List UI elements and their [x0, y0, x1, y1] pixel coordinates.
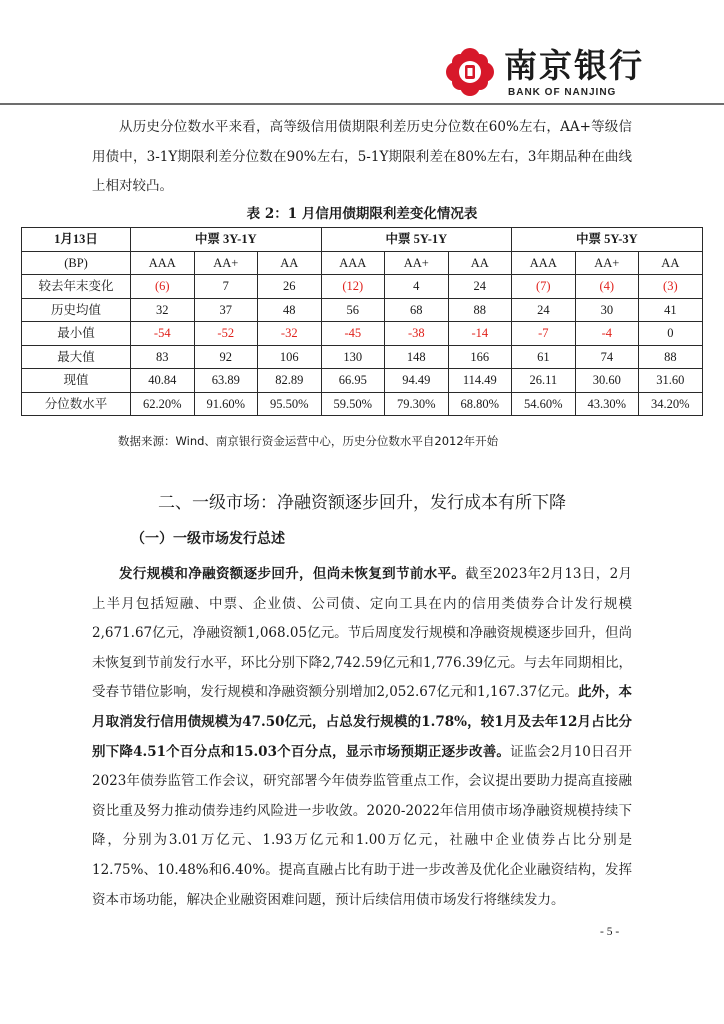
table-cell: -54: [131, 322, 195, 346]
row-label-cell: 较去年末变化: [22, 275, 131, 299]
table-cell: (12): [321, 275, 385, 299]
grade-header-cell: AA+: [385, 251, 449, 275]
table-cell: 30: [575, 298, 639, 322]
lead-bold-text: 发行规模和净融资额逐步回升，但尚未恢复到节前水平。: [119, 566, 466, 582]
table-cell: 41: [639, 298, 703, 322]
table-cell: -45: [321, 322, 385, 346]
logo-chinese-name: 南京银行: [504, 46, 644, 85]
table-cell: (3): [639, 275, 703, 299]
row-label-cell: 分位数水平: [22, 392, 131, 416]
table-cell: 56: [321, 298, 385, 322]
group-header-cell: 中票 3Y-1Y: [131, 228, 322, 252]
table-cell: 63.89: [194, 369, 258, 393]
table-row: [22, 275, 703, 299]
table-row: [22, 369, 703, 393]
table-cell: 148: [385, 345, 449, 369]
highlight-bold-text: 此外，本月取消发行信用债规模为47.50亿元，占总发行规模的1.78%，较1月及去年12月占比分别下降4.51个百分点和15.03个百分点，显示市场预期正逐步改善。: [92, 684, 633, 760]
table-cell: 166: [448, 345, 512, 369]
section-heading: 二、一级市场：净融资额逐步回升，发行成本有所下降: [158, 493, 566, 513]
table-cell: 92: [194, 345, 258, 369]
group-header-cell: 中票 5Y-1Y: [321, 228, 512, 252]
table-row: [22, 322, 703, 346]
table-cell: 95.50%: [258, 392, 322, 416]
table-cell: 66.95: [321, 369, 385, 393]
grade-header-cell: AAA: [321, 251, 385, 275]
table-cell: 24: [448, 275, 512, 299]
table-row: [22, 392, 703, 416]
row-label-cell: 历史均值: [22, 298, 131, 322]
table-cell: 68.80%: [448, 392, 512, 416]
table-cell: -7: [512, 322, 576, 346]
body-text: 证监会2月10日召开2023年债券监管工作会议，研究部署今年债券监管重点工作，会议提出要助力提高直接融资比重及努力推动债券违约风险进一步收敛。2020-2022年信用债市场净融资规模持续下降，分别为3.01万亿元、1.93万亿元和1.00万亿元，社融中企业债券占比分别是12.75%、10.48%和6.40%。提高直融占比有助于进一步改善及优化企业融资结构，发挥资本市场功能，解决企业融资困难问题，预计后续信用债市场发行将继续发力。: [92, 743, 632, 908]
table-cell: 48: [258, 298, 322, 322]
table-cell: 30.60: [575, 369, 639, 393]
grade-header-cell: AAA: [512, 251, 576, 275]
table-cell: 91.60%: [194, 392, 258, 416]
row-label-cell: 最大值: [22, 345, 131, 369]
table-cell: 54.60%: [512, 392, 576, 416]
bank-logo: [444, 46, 644, 102]
page-header: [0, 0, 724, 106]
grade-header-cell: AA: [639, 251, 703, 275]
table-cell: 43.30%: [575, 392, 639, 416]
date-header-cell: 1月13日: [22, 228, 131, 252]
subsection-heading: （一）一级市场发行总述: [131, 531, 285, 547]
table-cell: 37: [194, 298, 258, 322]
table-cell: -38: [385, 322, 449, 346]
grade-header-cell: AAA: [131, 251, 195, 275]
table-cell: (7): [512, 275, 576, 299]
body-paragraph: [92, 560, 632, 915]
table-cell: 26.11: [512, 369, 576, 393]
table-cell: 68: [385, 298, 449, 322]
header-divider: [0, 103, 724, 105]
table-cell: -52: [194, 322, 258, 346]
table-cell: 40.84: [131, 369, 195, 393]
table-cell: 114.49: [448, 369, 512, 393]
table-cell: 34.20%: [639, 392, 703, 416]
table-cell: 83: [131, 345, 195, 369]
row-label-cell: 最小值: [22, 322, 131, 346]
term-spread-table: [21, 227, 703, 416]
table-cell: (6): [131, 275, 195, 299]
table-cell: 88: [639, 345, 703, 369]
page-number: - 5 -: [600, 926, 620, 938]
intro-paragraph: 从历史分位数水平来看，高等级信用债期限利差历史分位数在60%左右，AA+等级信用债中，3-1Y期限利差分位数在90%左右，5-1Y期限利差在80%左右，3年期品种在曲线上相对较凸。: [92, 119, 632, 195]
body-text: 截至2023年2月13日，2月上半月包括短融、中票、企业债、公司债、定向工具在内的信用类债券合计发行规模2,671.67亿元，净融资额1,068.05亿元。节后周度发行规模和净融资规模逐步回升，但尚未恢复到节前发行水平，环比分别下降2,742.59亿元和1,776.39亿元。与去年同期相比，受春节错位影响，发行规模和净融资额分别增加2,052.67亿元和1,167.37亿元。: [92, 566, 633, 701]
bank-emblem-icon: [444, 46, 496, 98]
data-source-note: 数据来源：Wind、南京银行资金运营中心，历史分位数水平自2012年开始: [118, 434, 499, 448]
table-cell: 74: [575, 345, 639, 369]
table-cell: 32: [131, 298, 195, 322]
table-cell: 106: [258, 345, 322, 369]
table-cell: -4: [575, 322, 639, 346]
table-cell: 62.20%: [131, 392, 195, 416]
table-cell: 0: [639, 322, 703, 346]
grade-header-cell: AA+: [575, 251, 639, 275]
table-cell: (4): [575, 275, 639, 299]
table-group-header-row: [22, 228, 703, 252]
logo-english-name: BANK OF NANJING: [508, 87, 617, 98]
table-cell: 130: [321, 345, 385, 369]
row-label-cell: 现值: [22, 369, 131, 393]
table-cell: 59.50%: [321, 392, 385, 416]
grade-header-cell: AA: [448, 251, 512, 275]
table-cell: 88: [448, 298, 512, 322]
table-cell: 94.49: [385, 369, 449, 393]
table-cell: -14: [448, 322, 512, 346]
table-cell: 26: [258, 275, 322, 299]
table-cell: 4: [385, 275, 449, 299]
unit-header-cell: (BP): [22, 251, 131, 275]
grade-header-cell: AA: [258, 251, 322, 275]
table-caption: 表 2：1 月信用债期限利差变化情况表: [246, 206, 478, 222]
table-cell: -32: [258, 322, 322, 346]
table-cell: 61: [512, 345, 576, 369]
table-row: [22, 345, 703, 369]
table-cell: 7: [194, 275, 258, 299]
table-cell: 82.89: [258, 369, 322, 393]
table-cell: 24: [512, 298, 576, 322]
table-row: [22, 298, 703, 322]
table-cell: 79.30%: [385, 392, 449, 416]
table-cell: 31.60: [639, 369, 703, 393]
grade-header-cell: AA+: [194, 251, 258, 275]
table-grade-header-row: [22, 251, 703, 275]
group-header-cell: 中票 5Y-3Y: [512, 228, 703, 252]
